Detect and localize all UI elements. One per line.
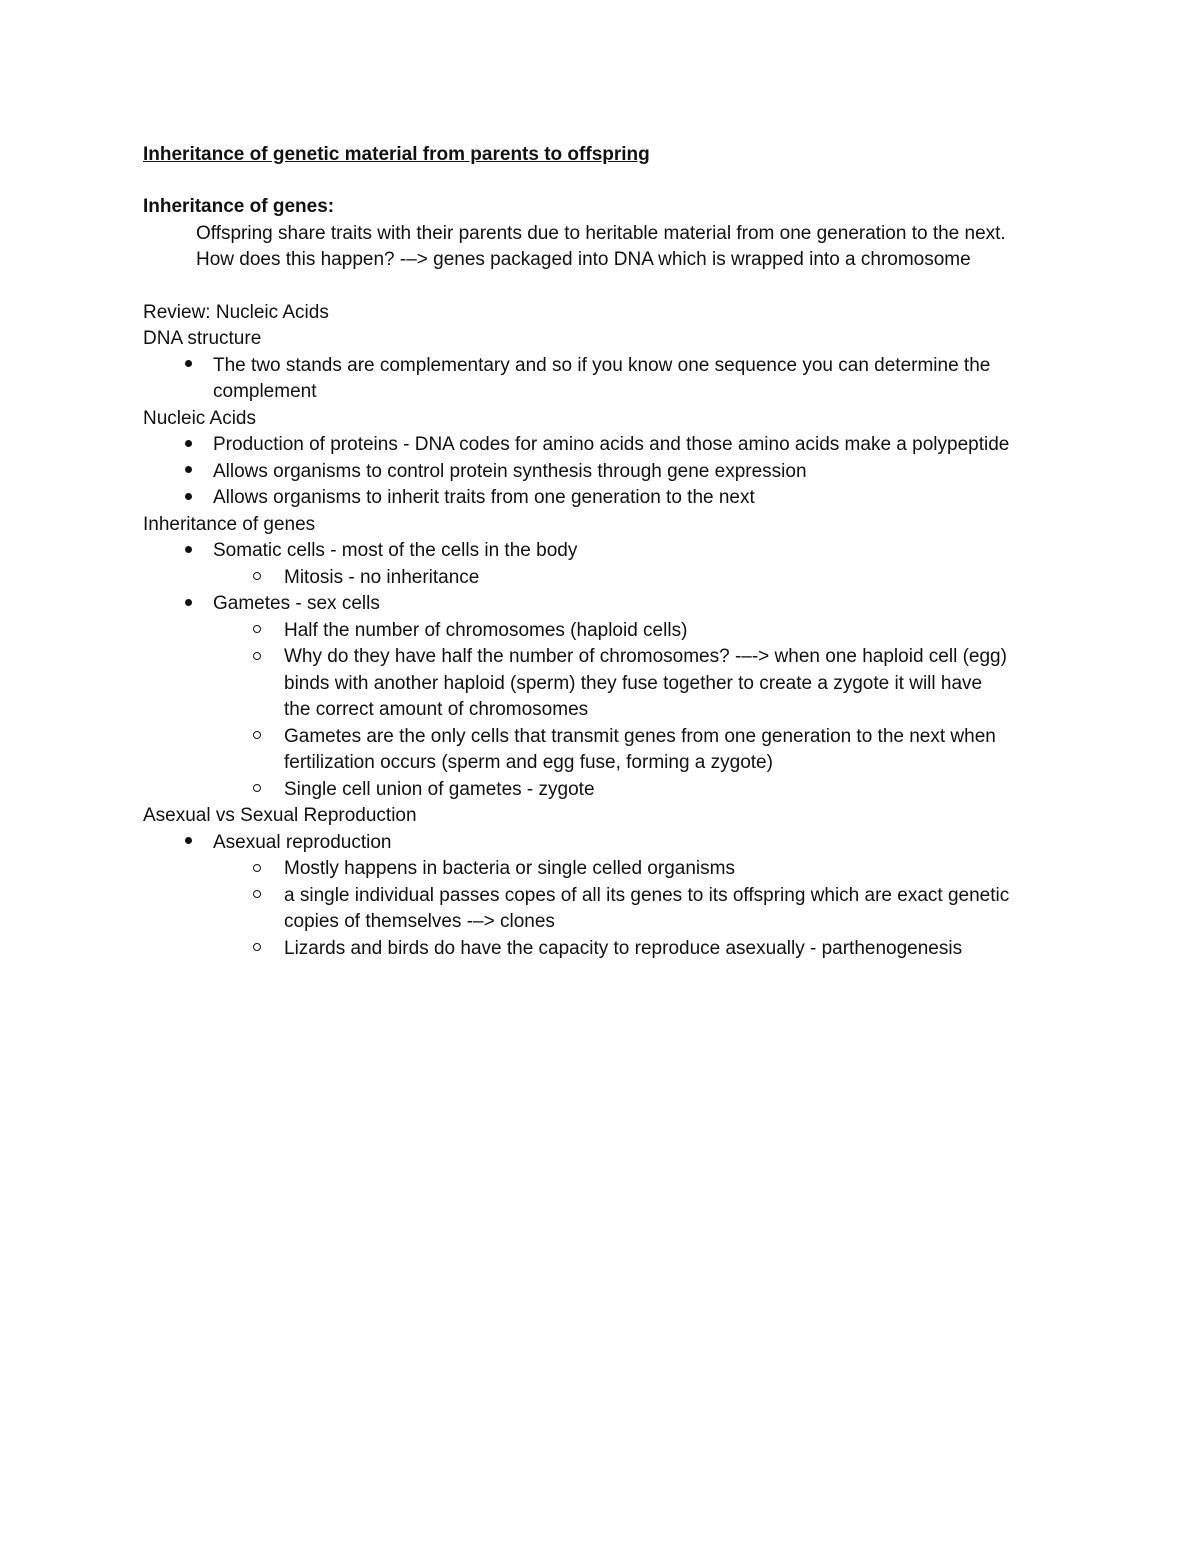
circle-bullet-icon [247,644,267,671]
bullet-icon [178,432,198,459]
sub-bullet-text: the correct amount of chromosomes [284,699,589,720]
sub-bullet-text: Half the number of chromosomes (haploid cells) [284,619,688,641]
sub-list-item [143,724,1063,777]
sub-list-item [143,936,1063,963]
bullet-icon [178,538,198,565]
bullet-icon [178,830,198,857]
list-item [143,353,1063,406]
sub-bullet-text: Lizards and birds do have the capacity to reproduce asexually - parthenogenesis [284,937,963,959]
bullet-icon [178,485,198,512]
sub-bullet-text: Why do they have half the number of chromosomes? -–-> when one haploid cell (egg) [284,646,1007,667]
circle-bullet-icon [247,936,267,963]
bullet-text: Production of proteins - DNA codes for amino acids and those amino acids make a polypeptide [213,434,1010,455]
sub-bullet-text: binds with another haploid (sperm) they fuse together to create a zygote it will have [284,672,983,694]
list-item [143,485,1063,512]
sub-list-item [143,777,1063,804]
sub-bullet-text: Single cell union of gametes - zygote [284,778,595,800]
bullet-text: Gametes - sex cells [213,593,380,614]
list-item [143,459,1063,486]
sub-bullet-text: copies of themselves -–> clones [284,911,555,932]
circle-bullet-icon [247,724,267,751]
dna-structure-heading: DNA structure [143,328,262,349]
sub-bullet-text: Gametes are the only cells that transmit genes from one generation to the next when [284,725,996,747]
circle-bullet-icon [247,565,267,592]
document-page [143,142,1063,962]
list-item [143,432,1063,459]
circle-bullet-icon [247,618,267,645]
intro-line-2: How does this happen? -–> genes packaged into DNA which is wrapped into a chromosome [196,249,971,270]
sub-bullet-text: Mostly happens in bacteria or single celled organisms [284,858,735,879]
bullet-icon [178,353,198,380]
reproduction-heading: Asexual vs Sexual Reproduction [143,805,417,826]
list-item [143,591,1063,618]
sub-bullet-text: a single individual passes copes of all its genes to its offspring which are exact genetic [284,884,1010,906]
sub-list-item [143,618,1063,645]
bullet-icon [178,591,198,618]
document-title: Inheritance of genetic material from parents to offspring [143,144,650,165]
sub-list-item [143,883,1063,936]
sub-list-item [143,856,1063,883]
circle-bullet-icon [247,856,267,883]
spacer [143,168,1063,194]
spacer [143,274,1063,300]
sub-bullet-text: Mitosis - no inheritance [284,566,480,588]
sub-bullet-text: fertilization occurs (sperm and egg fuse, forming a zygote) [284,752,773,773]
list-item [143,538,1063,565]
review-heading: Review: Nucleic Acids [143,301,329,323]
sub-list-item [143,644,1063,724]
bullet-text: complement [213,381,317,402]
list-item [143,830,1063,857]
circle-bullet-icon [247,777,267,804]
sub-list-item [143,565,1063,592]
intro-line-1: Offspring share traits with their parents due to heritable material from one generation to the next. [196,222,1006,244]
bullet-icon [178,459,198,486]
nucleic-acids-heading: Nucleic Acids [143,407,256,429]
bullet-text: Allows organisms to control protein synthesis through gene expression [213,460,807,482]
bullet-text: Allows organisms to inherit traits from one generation to the next [213,487,755,508]
bullet-text: Somatic cells - most of the cells in the body [213,540,578,561]
circle-bullet-icon [247,883,267,910]
bullet-text: Asexual reproduction [213,831,392,853]
intro-heading: Inheritance of genes: [143,196,335,217]
bullet-text: The two stands are complementary and so if you know one sequence you can determine the [213,354,991,376]
inheritance-heading: Inheritance of genes [143,513,316,535]
